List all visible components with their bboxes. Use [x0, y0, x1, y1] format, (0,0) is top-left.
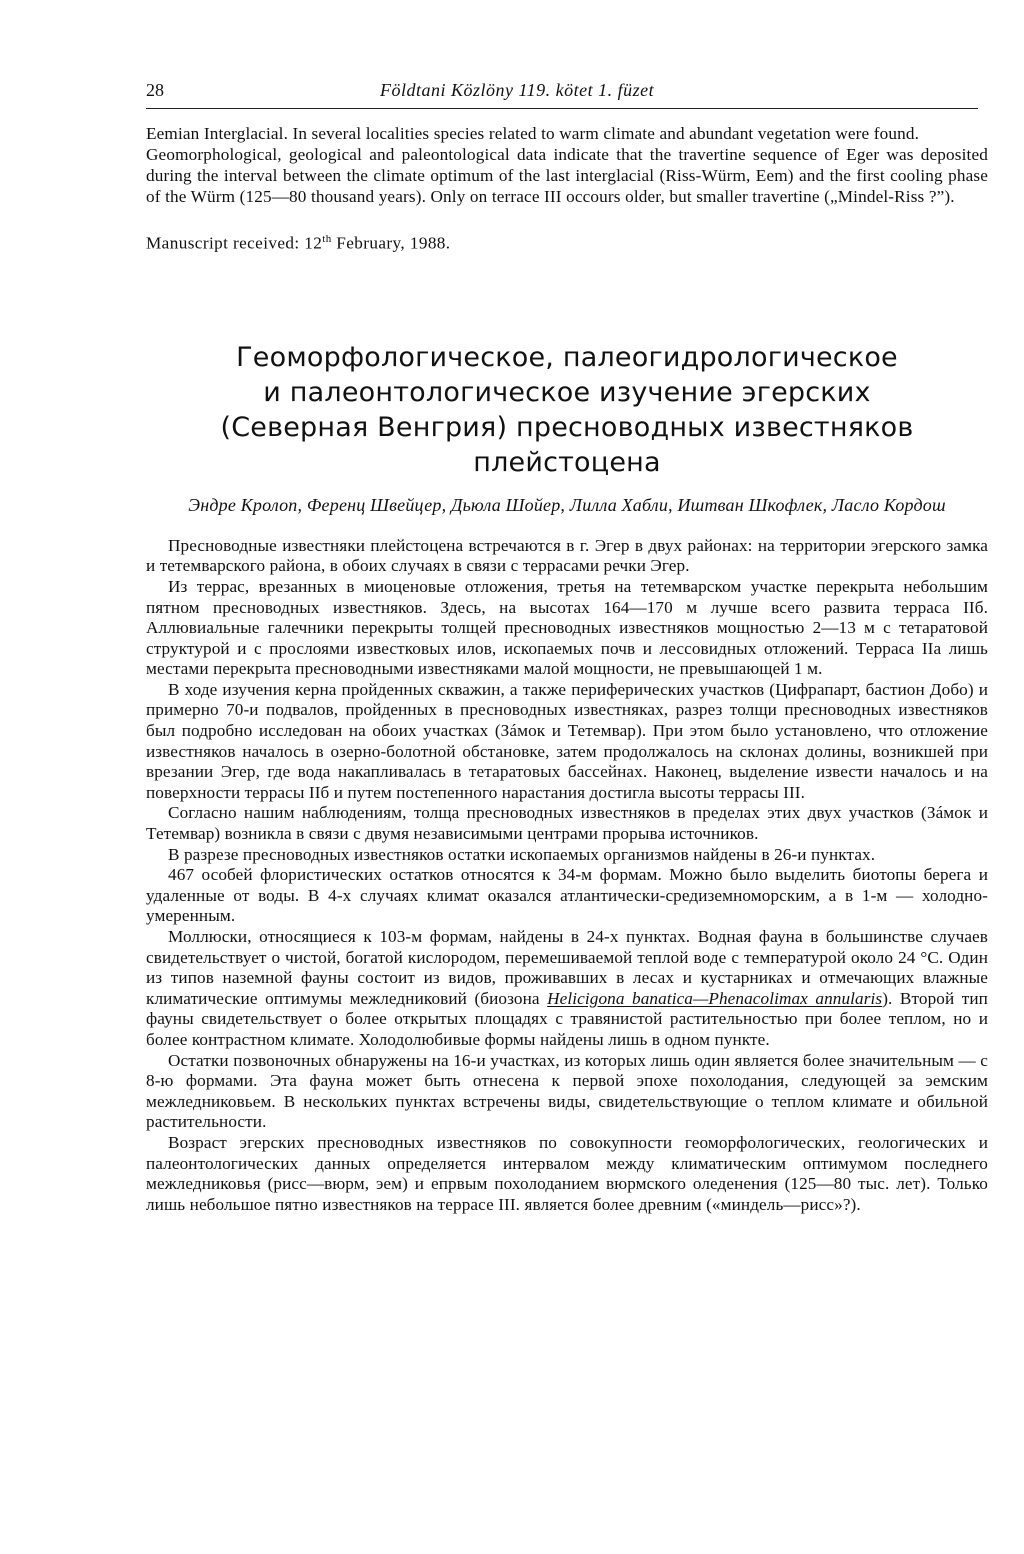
russian-paragraph: Согласно нашим наблюдениям, толща пресноводных известняков в пределах этих двух участков (Зáмок и Тетемвар) возникла в связи с двумя независимыми центрами прорыва источников.: [146, 803, 988, 844]
russian-authors: Эндре Кролоп, Ференц Швейцер, Дьюла Шойер, Лилла Хабли, Иштван Шкофлек, Ласло Кордош: [188, 494, 946, 515]
russian-title-line: Геоморфологическое, палеогидрологическое: [236, 341, 898, 373]
russian-paragraph: Остатки позвоночных обнаружены на 16-и участках, из которых лишь один является более значительным — с 8-ю формами. Эта фауна может быть отнесена к первой эпохе похолодания, следующей за эемским межледниковьем. В нескольких пунктах встречены виды, свидетельствующие о теплом климате и обильной растительности.: [146, 1050, 988, 1132]
russian-paragraph: Пресноводные известняки плейстоцена встречаются в г. Эгер в двух районах: на территории эгерского замка и тетемварского района, в обоих случаях в связи с террасами речки Эгер.: [146, 535, 988, 576]
taxon-name: Helicigona banatica—Phenacolimax annularis: [547, 988, 883, 1008]
page-number: 28: [146, 80, 164, 100]
english-summary-end: [146, 123, 988, 207]
journal-reference: Földtani Közlöny 119. kötet 1. füzet: [380, 80, 655, 100]
russian-paragraph: 467 особей флористических остатков относятся к 34-м формам. Можно было выделить биотопы берега и удаленные от воды. В 4-х случаях климат оказался атлантически-средиземноморским, а в 1-м — холодно-умеренным.: [146, 865, 988, 926]
russian-paragraph-text: ). Второй тип фауны свидетельствует о более открытых площадях с травянистой растительностью при более теплом, но и более контрастном климате. Холодолюбивые формы найдены лишь в одном пункте.: [146, 988, 988, 1049]
manuscript-received-prefix: Manuscript received: 12: [146, 233, 323, 253]
russian-title-line: и палеонтологическое изучение эгерских: [263, 376, 871, 408]
journal-page: [146, 80, 988, 1215]
russian-paragraph: В разрезе пресноводных известняков остатки ископаемых организмов найдены в 26-и пунктах.: [168, 844, 876, 864]
russian-paragraph-text: Моллюски, относящиеся к 103-м формам, найдены в 24-х пунктах. Водная фауна в большинстве случаев свидетельствует о чистой, богатой кислородом, перемешиваемой теплой воде с температурой около 24 °С. Один из типов наземной фауны состоит из видов, проживавших в лесах и кустарниках и отмечающих влажные климатические оптимумы межледниковий (биозона: [146, 927, 988, 1008]
russian-paragraph: Из террас, врезанных в миоценовые отложения, третья на тетемварском участке перекрыта небольшим пятном пресноводных известняков. Здесь, на высотах 164—170 м лучше всего развита терраса IIб. Аллювиальные галечники перекрыты толщей пресноводных известняков мощностью 2—13 м с тетаратовой структурой и с прослоями известковых илов, ископаемых почв и лессовидных отложений. Терраса IIа лишь местами перекрыта пресноводными известняками малой мощности, не превышающей 1 м.: [146, 576, 988, 679]
english-paragraph: Geomorphological, geological and paleontological data indicate that the travertine sequence of Eger was deposited during the interval between the climate optimum of the last interglacial (Riss-Würm, Eem) and the first cooling phase of the Würm (125—80 thousand years). Only on terrace III occours older, but smaller travertine („Mindel-Riss ?”).: [146, 145, 988, 206]
manuscript-received-suffix: February, 1988.: [331, 233, 451, 253]
russian-paragraph: [146, 927, 988, 1051]
russian-title-line: (Северная Венгрия) пресноводных известняков плейстоцена: [220, 411, 914, 478]
russian-paragraph: В ходе изучения керна пройденных скважин, а также периферических участков (Цифрапарт, бастион Добо) и примерно 70-и подвалов, пройденных в пресноводных известняках, разрез толщи пресноводных известняков был подробно исследован на обоих участках (Зáмок и Тетемвар). При этом было установлено, что отложение известняков началось в озерно-болотной обстановке, затем продолжалось на склонах долины, возникшей при врезании Эгер, где вода накапливалась в тетаратовых бассейнах. Наконец, выделение извести началось и на поверхности террасы IIб и путем постепенного нарастания достигла высоты террасы III.: [146, 679, 988, 802]
russian-paragraph: Возраст эгерских пресноводных известняков по совокупности геоморфологических, геологических и палеонтологических данных определяется интервалом между климатическим оптимумом последнего межледниковья (рисс—вюрм, эем) и епрвым похолоданием вюрмского оледенения (125—80 тыс. лет). Только лишь небольшое пятно известняков на террасе III. является более древним («миндель—рисс»?).: [146, 1132, 988, 1214]
russian-abstract: [146, 536, 988, 1216]
english-paragraph: Eemian Interglacial. In several localities species related to warm climate and abundant vegetation were found.: [146, 124, 920, 143]
header-rule: [146, 108, 978, 109]
running-head: [146, 80, 988, 108]
manuscript-received-sup: th: [322, 233, 332, 245]
russian-title: [146, 340, 988, 480]
manuscript-received: [146, 229, 988, 254]
